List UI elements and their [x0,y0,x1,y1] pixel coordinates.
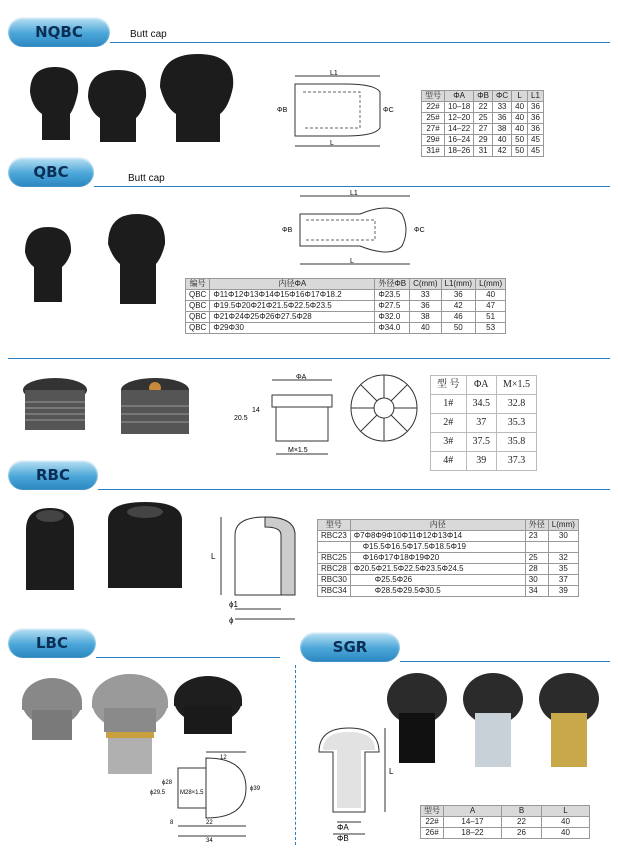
table-row [431,414,537,433]
table-cell: 10–18 [445,102,474,113]
col-header: 编号 [186,279,210,290]
sgr-drawing [305,722,405,842]
qbc-dim-l1: L1 [350,190,358,197]
col-header: 型号 [422,91,445,102]
col-header: ΦC [492,91,511,102]
table-cell [548,542,578,553]
thread-section-rule [8,358,610,359]
table-cell: 26 [502,828,542,839]
table-row [422,124,544,135]
table-cell: Φ7Φ8Φ9Φ10Φ11Φ12Φ13Φ14 [350,531,525,542]
lbc-dim-phi28: ϕ28 [162,780,173,786]
table-cell: 40 [476,290,506,301]
table-cell [525,542,548,553]
table-cell: 25# [422,113,445,124]
table-cell: RBC25 [318,553,351,564]
rbc-dim-l: L [211,552,216,561]
table-cell: 35.3 [497,414,537,433]
table-cell: 34 [525,586,548,597]
table-cell: 1# [431,395,467,414]
table-row [431,433,537,452]
lbc-dim-8: 8 [170,820,174,826]
nqbc-rule [110,42,610,43]
table-cell: 23 [525,531,548,542]
table-cell: 25 [525,553,548,564]
qbc-dim-b: ΦB [282,227,293,234]
col-header: M×1.5 [497,376,537,395]
table-row [318,575,579,586]
thread-insert-end-view [348,372,420,444]
table-cell: 37.5 [466,433,497,452]
sgr-dim-b: ΦB [337,834,349,842]
table-cell: 40 [542,828,590,839]
thread-dim-h2: 14 [252,407,260,414]
thread-dim-h1: 20.5 [234,415,248,422]
table-cell: 33 [410,290,441,301]
table-cell: Φ25.5Φ26 [350,575,525,586]
col-header: C(mm) [410,279,441,290]
table-cell: 4# [431,452,467,471]
col-header: A [444,806,502,817]
table-cell: 40 [410,323,441,334]
table-cell: RBC28 [318,564,351,575]
table-cell: 22# [421,817,444,828]
table-cell: Φ27.5 [375,301,410,312]
lbc-dim-22: 22 [206,820,213,826]
table-cell: 35 [548,564,578,575]
table-cell: 37 [548,575,578,586]
sgr-rule [400,661,610,662]
table-cell: 22 [502,817,542,828]
table-cell: 36 [441,290,476,301]
table-cell: 22 [474,102,493,113]
qbc-spec-table [185,278,506,334]
table-cell: QBC [186,290,210,301]
rbc-rule [98,489,610,490]
section-tag-qbc: QBC [8,157,94,187]
table-cell: 39 [466,452,497,471]
table-cell: 28 [525,564,548,575]
table-header-row [318,520,579,531]
qbc-subtitle: Butt cap [128,173,165,184]
lbc-dim-phi29: ϕ29.5 [150,790,166,796]
table-cell: Φ11Φ12Φ13Φ14Φ15Φ16Φ17Φ18.2 [210,290,375,301]
col-header: L1(mm) [441,279,476,290]
table-row [318,564,579,575]
table-cell: QBC [186,301,210,312]
table-cell: 30 [525,575,548,586]
lbc-drawing [150,748,270,843]
qbc-dim-c: ΦC [414,227,425,234]
table-cell: 36 [528,124,544,135]
thread-insert-drawing [232,370,342,460]
lbc-dim-34: 34 [206,838,213,843]
table-cell: 33 [492,102,511,113]
table-row [422,102,544,113]
table-cell [318,542,351,553]
table-cell: 14–22 [445,124,474,135]
col-header: L [542,806,590,817]
table-cell: Φ16Φ17Φ18Φ19Φ20 [350,553,525,564]
section-tag-rbc: RBC [8,460,98,490]
table-cell: 39 [548,586,578,597]
table-row [186,290,506,301]
lbc-dim-thread: M28×1.5 [180,790,204,796]
sgr-dim-l: L [389,767,394,776]
lbc-dim-phi39: ϕ39 [250,786,261,792]
nqbc-dim-l1: L1 [330,70,338,77]
table-cell: 32.8 [497,395,537,414]
col-header: ΦA [466,376,497,395]
section-tag-sgr: SGR [300,632,400,662]
table-cell: 31 [474,146,493,157]
rbc-dim-phi1: ϕ1 [229,600,238,609]
col-header: 内径 [350,520,525,531]
table-cell: 36 [410,301,441,312]
table-cell: 36 [492,113,511,124]
table-cell: 50 [512,135,528,146]
rbc-dim-phi: ϕ [229,616,234,625]
table-cell: 36 [528,102,544,113]
table-cell: 50 [441,323,476,334]
table-cell: 30 [548,531,578,542]
thread-insert-photo [15,372,195,442]
table-cell: 51 [476,312,506,323]
sgr-product-photo [385,673,610,771]
table-cell: 38 [492,124,511,135]
table-cell: Φ15.5Φ16.5Φ17.5Φ18.5Φ19 [350,542,525,553]
table-cell: 50 [512,146,528,157]
rbc-product-photo [20,500,190,595]
rbc-drawing [205,505,315,625]
qbc-rule [94,186,610,187]
table-cell: Φ23.5 [375,290,410,301]
table-cell: 38 [410,312,441,323]
lbc-sgr-divider [295,665,296,845]
qbc-drawing [280,190,440,270]
table-cell: RBC30 [318,575,351,586]
table-cell: 32 [548,553,578,564]
table-cell: 26# [421,828,444,839]
table-cell: 16–24 [445,135,474,146]
table-cell: 40 [492,135,511,146]
table-cell: 40 [512,113,528,124]
table-cell: 27 [474,124,493,135]
table-header-row [421,806,590,817]
table-row [431,452,537,471]
thread-dim-m: M×1.5 [288,447,308,454]
col-header: 外径 [525,520,548,531]
nqbc-product-photo [20,52,260,147]
table-cell: 42 [441,301,476,312]
section-tag-nqbc: NQBC [8,17,110,47]
col-header: 内径ΦA [210,279,375,290]
col-header: 外径ΦB [375,279,410,290]
table-cell: RBC23 [318,531,351,542]
table-row [318,586,579,597]
nqbc-dim-b: ΦB [277,107,288,114]
table-cell: 40 [542,817,590,828]
table-cell: Φ29Φ30 [210,323,375,334]
col-header: 型号 [421,806,444,817]
table-cell: 25 [474,113,493,124]
thread-spec-table [430,375,537,471]
table-cell: 47 [476,301,506,312]
table-cell: Φ28.5Φ29.5Φ30.5 [350,586,525,597]
table-cell: 53 [476,323,506,334]
table-row [422,146,544,157]
table-cell: 36 [528,113,544,124]
col-header: L(mm) [476,279,506,290]
table-cell: 46 [441,312,476,323]
table-row [318,542,579,553]
col-header: ΦB [474,91,493,102]
table-row [186,301,506,312]
table-cell: 12–20 [445,113,474,124]
table-cell: 29 [474,135,493,146]
nqbc-dim-c: ΦC [383,107,394,114]
rbc-spec-table [317,519,579,597]
col-header: B [502,806,542,817]
table-cell: 18–22 [444,828,502,839]
table-cell: 37 [466,414,497,433]
qbc-product-photo [20,212,180,307]
table-row [318,531,579,542]
table-cell: 29# [422,135,445,146]
table-row [318,553,579,564]
table-cell: QBC [186,323,210,334]
section-tag-lbc: LBC [8,628,96,658]
col-header: L1 [528,91,544,102]
nqbc-spec-table [421,90,544,157]
table-row [422,135,544,146]
table-cell: 40 [512,124,528,135]
table-cell: QBC [186,312,210,323]
col-header: L(mm) [548,520,578,531]
table-cell: Φ21Φ24Φ25Φ26Φ27.5Φ28 [210,312,375,323]
col-header: ΦA [445,91,474,102]
table-cell: 18–26 [445,146,474,157]
lbc-rule [96,657,280,658]
table-header-row [422,91,544,102]
table-row [421,817,590,828]
nqbc-dim-l: L [330,140,334,147]
table-cell: 27# [422,124,445,135]
col-header: L [512,91,528,102]
table-cell: 3# [431,433,467,452]
table-cell: 40 [512,102,528,113]
table-header-row [431,376,537,395]
table-cell: 45 [528,146,544,157]
table-cell: Φ34.0 [375,323,410,334]
table-row [431,395,537,414]
table-cell: 22# [422,102,445,113]
table-row [186,312,506,323]
table-row [422,113,544,124]
table-cell: 42 [492,146,511,157]
table-cell: Φ20.5Φ21.5Φ22.5Φ23.5Φ24.5 [350,564,525,575]
sgr-dim-a: ΦA [337,823,349,832]
col-header: 型号 [318,520,351,531]
nqbc-drawing [275,70,405,150]
table-cell: 34.5 [466,395,497,414]
table-cell: RBC34 [318,586,351,597]
table-cell: 2# [431,414,467,433]
table-cell: 31# [422,146,445,157]
table-cell: 35.8 [497,433,537,452]
sgr-spec-table [420,805,590,839]
col-header: 型 号 [431,376,467,395]
table-row [186,323,506,334]
nqbc-subtitle: Butt cap [130,29,167,40]
table-header-row [186,279,506,290]
table-cell: 14–17 [444,817,502,828]
table-cell: 45 [528,135,544,146]
qbc-dim-l: L [350,258,354,265]
table-cell: Φ19.5Φ20Φ21Φ21.5Φ22.5Φ23.5 [210,301,375,312]
table-cell: 37.3 [497,452,537,471]
table-row [421,828,590,839]
lbc-dim-12: 12 [220,755,227,761]
table-cell: Φ32.0 [375,312,410,323]
thread-dim-a: ΦA [296,374,307,381]
